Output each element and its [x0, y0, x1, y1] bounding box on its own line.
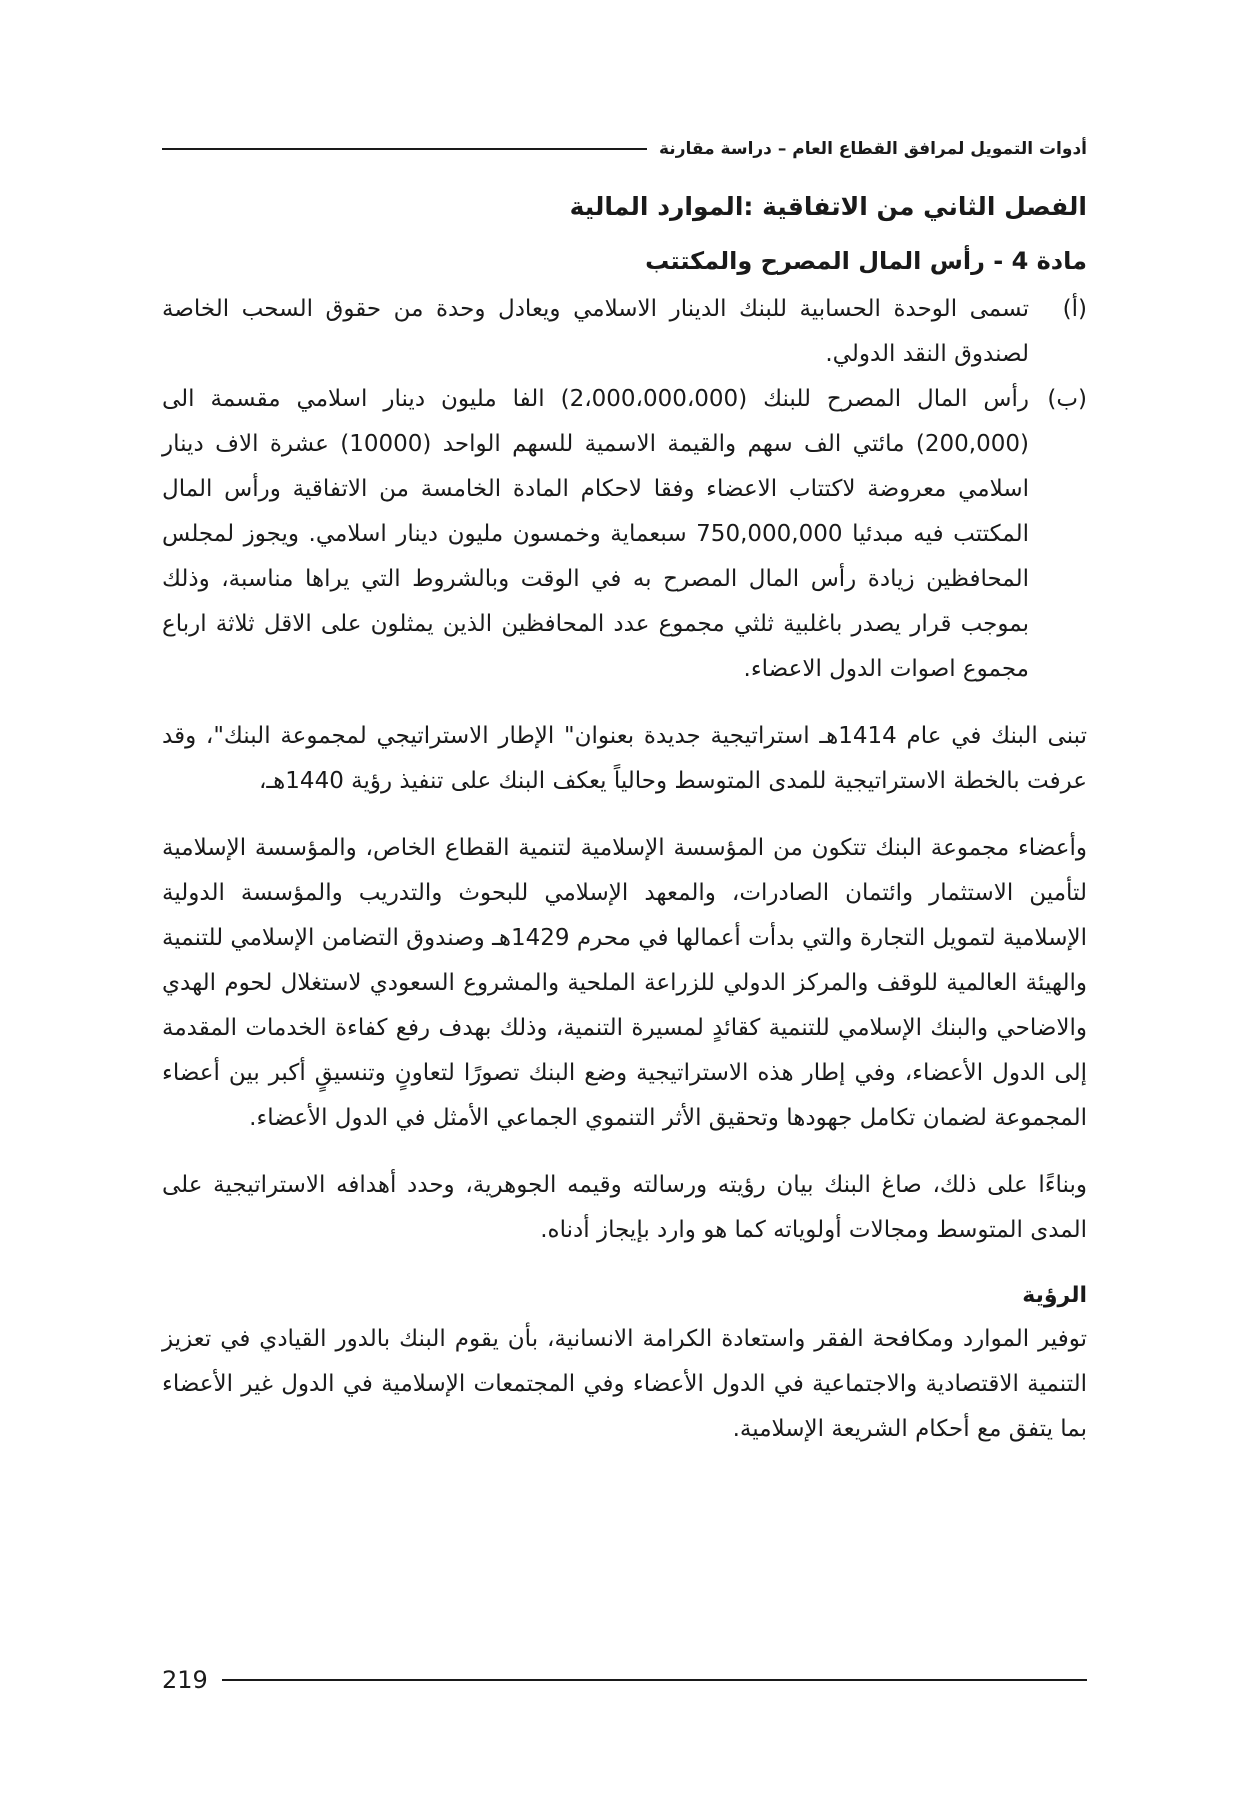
clause-a [162, 287, 1087, 377]
clause-text: رأس المال المصرح للبنك (2،000،000،000) الفا مليون دينار اسلامي مقسمة الى (200,000) مائتي الف سهم والقيمة الاسمية للسهم الواحد (10000) عشرة الاف دينار اسلامي معروضة لاكتتاب الاعضاء وفقا لاحكام المادة الخامسة من الاتفاقية ورأس المال المكتتب فيه مبدئيا 750,000,000 سبعماية وخمسون مليون دينار اسلامي. ويجوز لمجلس المحافظين زيادة رأس المال المصرح به في الوقت وبالشروط التي يراها مناسبة، وذلك بموجب قرار يصدر باغلبية ثلثي مجموع عدد المحافظين الذين يمثلون على الاقل ثلاثة ارباع مجموع اصوات الدول الاعضاء. [162, 386, 1030, 682]
running-header [162, 134, 1087, 164]
clause-text: تسمى الوحدة الحسابية للبنك الدينار الاسلامي ويعادل وحدة من حقوق السحب الخاصة لصندوق النقد الدولي. [162, 296, 1029, 367]
footer-rule [222, 1679, 1087, 1681]
vision-text: توفير الموارد ومكافحة الفقر واستعادة الكرامة الانسانية، بأن يقوم البنك بالدور القيادي في تعزيز التنمية الاقتصادية والاجتماعية في الدول الأعضاء وفي المجتمعات الإسلامية في الدول غير الأعضاء بما يتفق مع أحكام الشريعة الإسلامية. [162, 1326, 1087, 1442]
clause-label: (ب) [1047, 386, 1087, 412]
running-header-title: أدوات التمويل لمرافق القطاع العام – دراسة مقارنة [659, 139, 1087, 159]
page-body [162, 185, 1087, 1452]
page-number: 219 [162, 1666, 208, 1694]
page-footer [162, 1662, 1087, 1698]
header-rule [162, 148, 647, 150]
clause-b [162, 377, 1087, 692]
paragraph-mission: وبناءًا على ذلك، صاغ البنك بيان رؤيته ورسالته وقيمه الجوهرية، وحدد أهدافه الاستراتيجية على المدى المتوسط ومجالات أولوياته كما هو وارد بإيجاز أدناه. [162, 1172, 1087, 1243]
clause-label: (أ) [1062, 296, 1087, 322]
vision-heading: الرؤية [1022, 1283, 1087, 1308]
paragraph-group-members: وأعضاء مجموعة البنك تتكون من المؤسسة الإسلامية لتنمية القطاع الخاص، والمؤسسة الإسلامية لتأمين الاستثمار وائتمان الصادرات، والمعهد الإسلامي للبحوث والتدريب والمؤسسة الدولية الإسلامية لتمويل التجارة والتي بدأت أعمالها في محرم 1429هـ وصندوق التضامن الإسلامي للتنمية والهيئة العالمية للوقف والمركز الدولي للزراعة الملحية والمشروع السعودي لاستغلال لحوم الهدي والاضاحي والبنك الإسلامي للتنمية كقائدٍ لمسيرة التنمية، وذلك بهدف رفع كفاءة الخدمات المقدمة إلى الدول الأعضاء، وفي إطار هذه الاستراتيجية وضع البنك تصورًا لتعاونٍ وتنسيقٍ أكبر بين أعضاء المجموعة لضمان تكامل جهودها وتحقيق الأثر التنموي الجماعي الأمثل في الدول الأعضاء. [162, 835, 1087, 1131]
article-title: مادة 4 - رأس المال المصرح والمكتتب [645, 247, 1087, 275]
chapter-title: الفصل الثاني من الاتفاقية :الموارد المالية [569, 192, 1087, 221]
paragraph-strategy: تبنى البنك في عام 1414هـ استراتيجية جديدة بعنوان" الإطار الاستراتيجي لمجموعة البنك"، وقد عرفت بالخطة الاستراتيجية للمدى المتوسط وحالياً يعكف البنك على تنفيذ رؤية 1440هـ، [162, 723, 1087, 794]
